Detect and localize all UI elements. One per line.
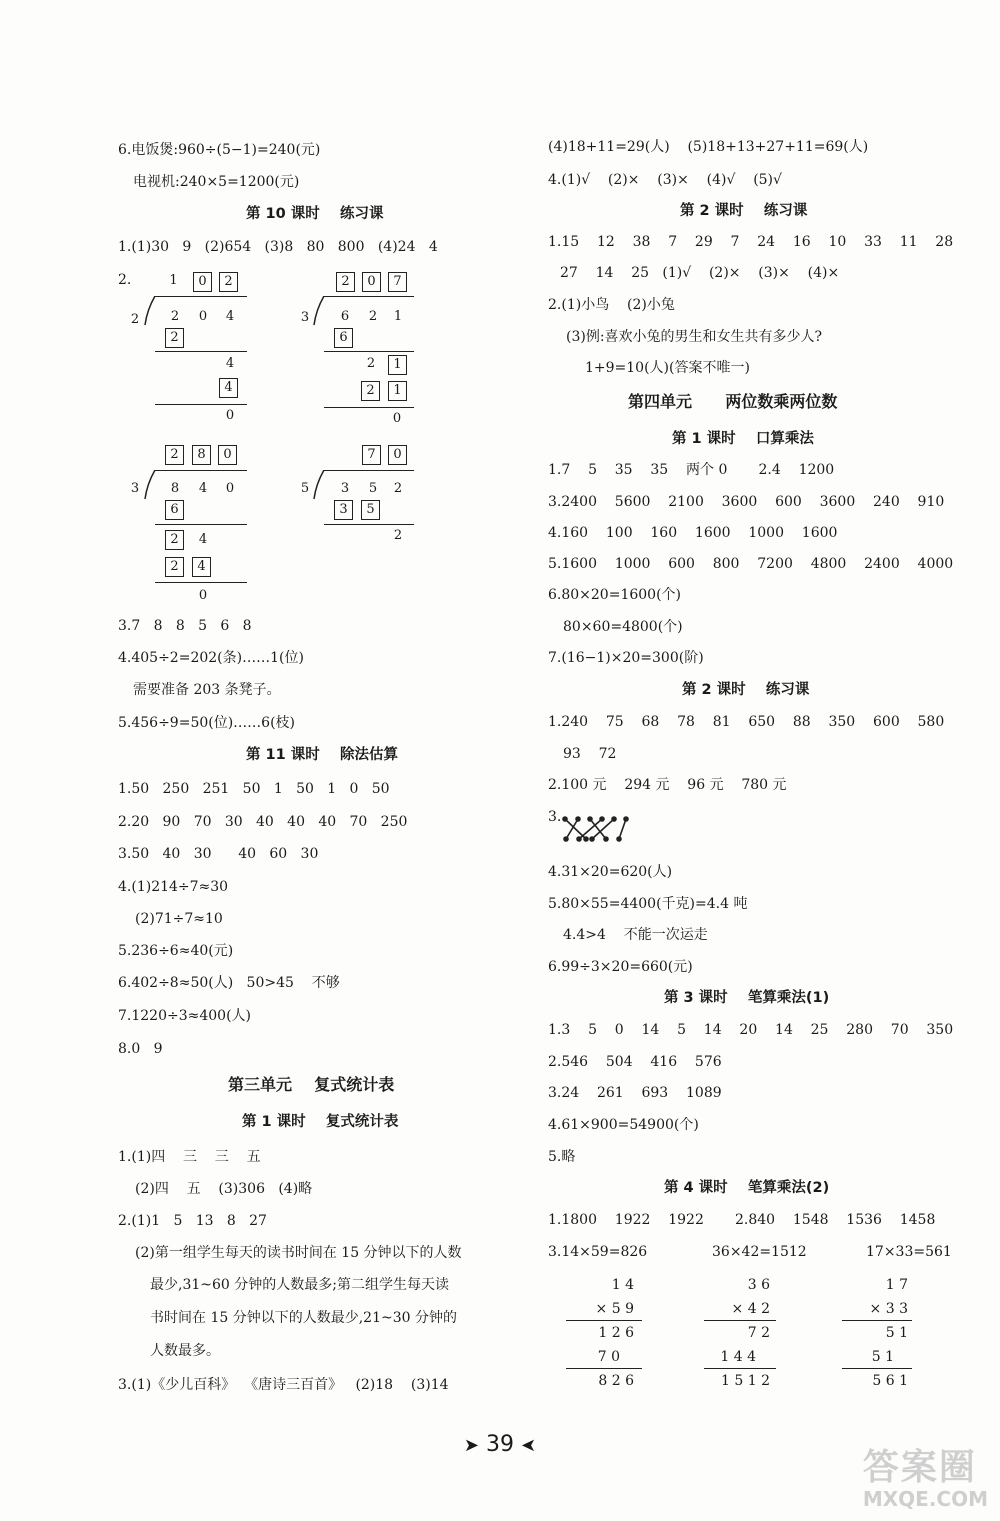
quotient-digit: 7 — [388, 272, 407, 292]
remainder-digit: 4 — [198, 532, 208, 547]
dividend-digit: 4 — [225, 309, 235, 324]
remainder: 4 — [225, 356, 235, 371]
answer-line: 5.456÷9=50(位)……6(枝) — [118, 715, 296, 731]
answer-line: 1.7 5 35 35 两个 0 2.4 1200 — [548, 462, 835, 478]
section-heading: 第 1 课时 口算乘法 — [672, 431, 814, 447]
answer-line: 1.1800 1922 1922 2.840 1548 1536 1458 — [548, 1212, 936, 1228]
partial-product: 5 1 — [871, 1349, 894, 1365]
answer-line: 3.2400 5600 2100 3600 600 3600 240 910 — [548, 494, 945, 510]
step-box: 1 — [388, 355, 407, 375]
answer-line: 1+9=10(人)(答案不唯一) — [585, 360, 750, 376]
product: 5 6 1 — [872, 1373, 908, 1389]
answer-line: 93 72 — [563, 746, 617, 762]
answer-line: 4.160 100 160 1600 1000 1600 — [548, 525, 838, 541]
divisor: 3 — [300, 310, 310, 325]
remainder: 0 — [225, 408, 235, 423]
answer-line: 27 14 25 (1)√ (2)× (3)× (4)× — [560, 265, 840, 281]
dividend-digit: 2 — [170, 309, 180, 324]
divisor: 3 — [130, 481, 140, 496]
answer-line: 17×33=561 — [866, 1244, 952, 1260]
dividend-digit: 0 — [225, 481, 235, 496]
answer-line: 1.3 5 0 14 5 14 20 14 25 280 70 350 — [548, 1022, 954, 1038]
step-box: 2 — [165, 328, 184, 348]
answer-line: 最少,31~60 分钟的人数最多;第二组学生每天读 — [150, 1277, 449, 1293]
divisor: 2 — [130, 312, 140, 327]
answer-line: 3.24 261 693 1089 — [548, 1085, 722, 1101]
answer-line: 4.31×20=620(人) — [548, 864, 673, 880]
answer-line: 4.4>4 不能一次运走 — [563, 927, 708, 943]
dividend-digit: 5 — [368, 481, 378, 496]
dividend-digit: 0 — [198, 309, 208, 324]
answer-line: 3. — [548, 809, 562, 825]
answer-line: 6.电饭煲:960÷(5−1)=240(元) — [118, 142, 321, 158]
product: 8 2 6 — [598, 1373, 634, 1389]
answer-line: 8.0 9 — [118, 1041, 163, 1057]
step-box: 6 — [165, 500, 184, 520]
dividend-digit: 3 — [340, 481, 350, 496]
answer-line: 1.15 12 38 7 29 7 24 16 10 33 11 28 — [548, 234, 954, 250]
quotient-digit: 0 — [388, 445, 407, 465]
multiplicand: 1 4 — [611, 1277, 634, 1293]
answer-line: 2. — [118, 272, 132, 288]
answer-line: 3.7 8 8 5 6 8 — [118, 618, 252, 634]
division-bracket — [143, 470, 159, 500]
unit-heading: 第三单元 复式统计表 — [228, 1075, 395, 1094]
unit-heading: 第四单元 两位数乘两位数 — [628, 392, 838, 411]
section-heading: 第 1 课时 复式统计表 — [242, 1114, 399, 1130]
answer-line: 3.14×59=826 — [548, 1244, 648, 1260]
dividend-digit: 8 — [170, 481, 180, 496]
remainder: 0 — [392, 411, 402, 426]
step-box: 6 — [334, 328, 353, 348]
arrow-left-icon: ➤ — [521, 1435, 537, 1456]
partial-product: 1 2 6 — [598, 1325, 634, 1341]
quotient-digit: 0 — [362, 272, 381, 292]
partial-product: 7 2 — [747, 1325, 770, 1341]
division-bracket — [312, 470, 328, 500]
answer-line: 80×60=4800(个) — [563, 619, 683, 635]
answer-line: 6.99÷3×20=660(元) — [548, 959, 693, 975]
answer-line: 6.80×20=1600(个) — [548, 587, 681, 603]
answer-line: 5.236÷6≈40(元) — [118, 943, 234, 959]
division-bracket — [143, 296, 159, 326]
partial-product: 1 4 4 — [720, 1349, 756, 1365]
section-heading: 第 4 课时 笔算乘法(2) — [664, 1180, 830, 1196]
matching-lines-figure — [562, 815, 632, 845]
section-heading: 第 2 课时 练习课 — [680, 203, 808, 219]
multiplicand: 3 6 — [747, 1277, 770, 1293]
section-heading: 第 11 课时 除法估算 — [246, 747, 398, 763]
multiplicand: 1 7 — [885, 1277, 908, 1293]
quotient-digit: 0 — [193, 272, 212, 292]
answer-line: 2.100 元 294 元 96 元 780 元 — [548, 777, 787, 793]
partial-product: 7 0 — [597, 1349, 620, 1365]
quotient-digit: 1 — [169, 273, 178, 288]
answer-line: (2)第一组学生每天的读书时间在 15 分钟以下的人数 — [135, 1245, 462, 1261]
answer-line: 5.80×55=4400(千克)=4.4 吨 — [548, 896, 748, 912]
answer-line: 电视机:240×5=1200(元) — [133, 174, 300, 190]
section-heading: 第 10 课时 练习课 — [246, 206, 384, 222]
dividend-digit: 2 — [393, 481, 403, 496]
step-box: 3 — [334, 500, 353, 520]
multiplier: × 3 3 — [869, 1301, 908, 1317]
step-box: 4 — [219, 378, 238, 398]
answer-line: 2.20 90 70 30 40 40 40 70 250 — [118, 814, 408, 830]
answer-line: (2)71÷7≈10 — [135, 911, 223, 927]
step-box: 2 — [165, 530, 184, 550]
answer-line: (4)18+11=29(人) (5)18+13+27+11=69(人) — [548, 139, 869, 155]
answer-line: 2.(1)小鸟 (2)小兔 — [548, 297, 675, 313]
answer-line: 1.(1)四 三 三 五 — [118, 1149, 261, 1165]
remainder: 0 — [198, 588, 208, 603]
multiplier: × 5 9 — [595, 1301, 634, 1317]
divisor: 5 — [300, 481, 310, 496]
step-box: 2 — [361, 381, 380, 401]
answer-line: 1.50 250 251 50 1 50 1 0 50 — [118, 781, 390, 797]
answer-line: 4.(1)√ (2)× (3)× (4)√ (5)√ — [548, 172, 782, 188]
quotient-digit: 2 — [219, 272, 238, 292]
answer-line: 2.(1)1 5 13 8 27 — [118, 1213, 267, 1229]
section-heading: 第 2 课时 练习课 — [682, 682, 810, 698]
quotient-digit: 7 — [362, 445, 381, 465]
remainder-tens: 2 — [366, 356, 376, 371]
watermark-logo: 答案圈 MXQE.COM — [862, 1447, 988, 1511]
section-heading: 第 3 课时 笔算乘法(1) — [664, 990, 830, 1006]
answer-line: 36×42=1512 — [712, 1244, 807, 1260]
answer-line: 5.略 — [548, 1149, 576, 1165]
product: 1 5 1 2 — [721, 1373, 770, 1389]
dividend-digit: 1 — [393, 309, 403, 324]
step-box: 5 — [361, 500, 380, 520]
answer-line: 4.(1)214÷7≈30 — [118, 879, 229, 895]
answer-line: 7.(16−1)×20=300(阶) — [548, 650, 704, 666]
answer-line: 3.50 40 30 40 60 30 — [118, 846, 319, 862]
answer-line: 4.405÷2=202(条)……1(位) — [118, 650, 304, 666]
answer-line: 7.1220÷3≈400(人) — [118, 1008, 251, 1024]
answer-line: (3)例:喜欢小兔的男生和女生共有多少人? — [566, 329, 823, 345]
division-bracket — [312, 296, 328, 326]
partial-product: 5 1 — [885, 1325, 908, 1341]
dividend-digit: 4 — [198, 481, 208, 496]
answer-line: 1.(1)30 9 (2)654 (3)8 80 800 (4)24 4 — [118, 239, 438, 255]
dividend-digit: 6 — [340, 309, 350, 324]
answer-line: 需要准备 203 条凳子。 — [133, 682, 281, 698]
page-number-text: 39 — [486, 1432, 514, 1457]
arrow-right-icon: ➤ — [463, 1435, 479, 1456]
step-box: 2 — [165, 557, 184, 577]
quotient-digit: 8 — [192, 445, 211, 465]
multiplier: × 4 2 — [731, 1301, 770, 1317]
answer-line: 1.240 75 68 78 81 650 88 350 600 580 — [548, 714, 945, 730]
answer-line: 5.1600 1000 600 800 7200 4800 2400 4000 — [548, 556, 954, 572]
answer-line: 2.546 504 416 576 — [548, 1054, 722, 1070]
quotient-digit: 2 — [165, 445, 184, 465]
remainder: 2 — [393, 528, 403, 543]
dividend-digit: 2 — [368, 309, 378, 324]
answer-line: 3.(1)《少儿百科》 《唐诗三百首》 (2)18 (3)14 — [118, 1377, 449, 1393]
quotient-digit: 0 — [218, 445, 237, 465]
step-box: 4 — [192, 557, 211, 577]
step-box: 1 — [388, 381, 407, 401]
answer-line: 6.402÷8≈50(人) 50>45 不够 — [118, 975, 340, 991]
answer-line: 4.61×900=54900(个) — [548, 1117, 699, 1133]
quotient-digit: 2 — [336, 272, 355, 292]
answer-line: 书时间在 15 分钟以下的人数最少,21~30 分钟的 — [150, 1310, 457, 1326]
page-number — [0, 1432, 1000, 1457]
answer-line: 人数最多。 — [150, 1343, 220, 1359]
answer-line: (2)四 五 (3)306 (4)略 — [135, 1181, 313, 1197]
